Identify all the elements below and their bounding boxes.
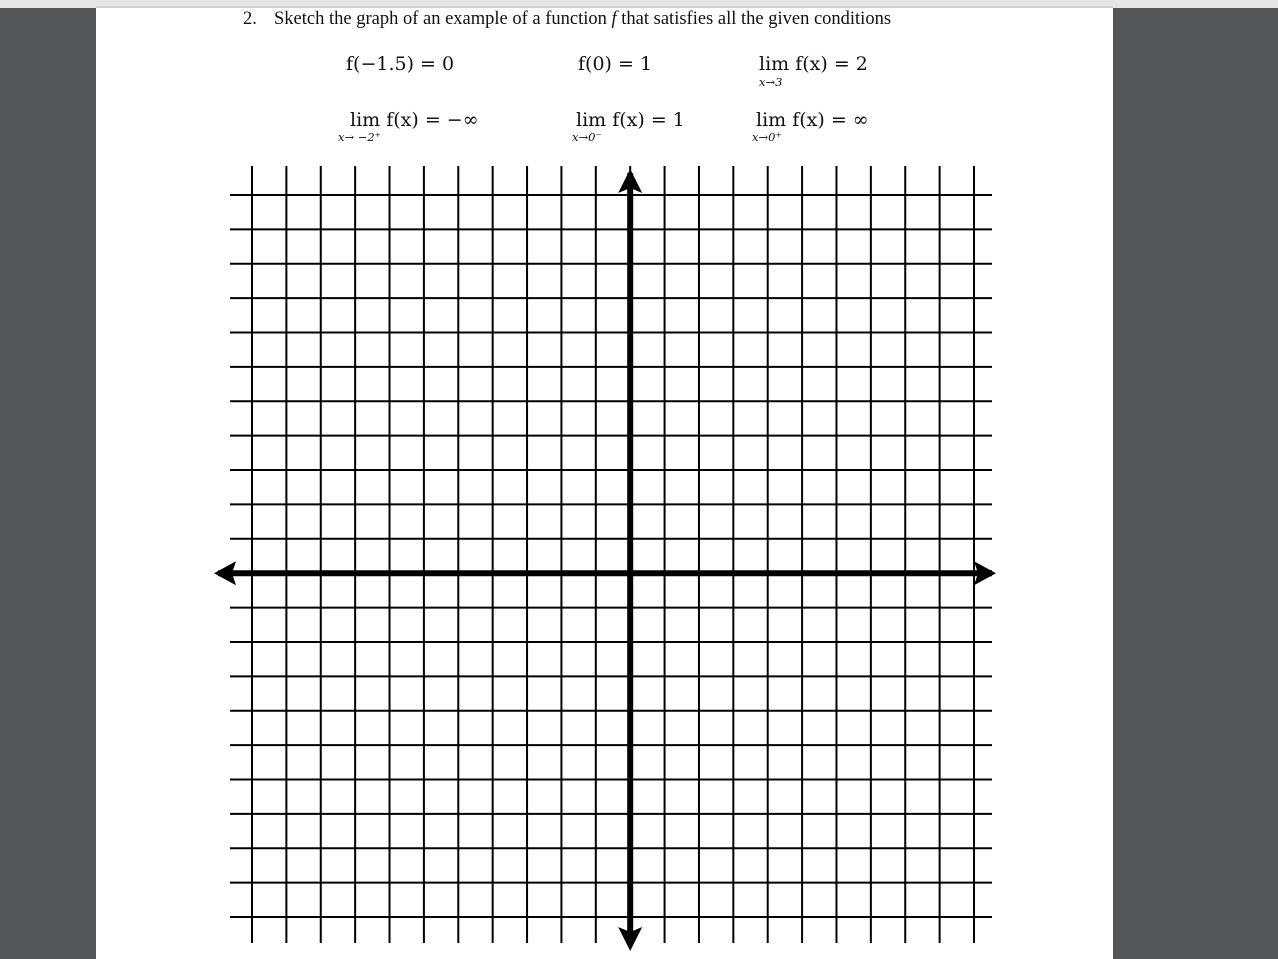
grid-lines: [230, 166, 992, 943]
problem-text-after: that satisfies all the given conditions: [616, 9, 892, 29]
condition-expression: lim f(x) = ∞: [756, 109, 869, 131]
condition-limit-x-to-neg2-plus: [338, 109, 479, 144]
condition-limit-x-to-0-minus: [572, 109, 685, 144]
viewer-top-edge: [0, 0, 1278, 8]
limit-subscript: x→0⁺: [752, 130, 782, 144]
limit-subscript: x→0⁻: [572, 130, 602, 144]
limit-subscript: x→ −2⁺: [338, 130, 381, 144]
condition-limit-x-to-3: [759, 53, 868, 89]
limit-subscript: x→3: [759, 75, 783, 89]
condition-expression: f(−1.5) = 0: [346, 53, 455, 75]
function-symbol: f: [611, 9, 617, 29]
document-page: [96, 8, 1113, 959]
condition-expression: f(0) = 1: [578, 53, 653, 75]
condition-f-0: [578, 53, 652, 75]
problem-number: 2.: [243, 9, 257, 29]
condition-limit-x-to-0-plus: [752, 109, 869, 144]
coordinate-grid: [212, 161, 998, 953]
problem-text-before: Sketch the graph of an example of a function: [274, 9, 612, 29]
condition-expression: lim f(x) = 2: [759, 53, 868, 75]
condition-f-neg-1-5: [346, 53, 454, 75]
condition-expression: lim f(x) = 1: [576, 109, 685, 131]
condition-expression: lim f(x) = −∞: [350, 109, 479, 131]
problem-statement: [243, 9, 891, 30]
axes: [214, 169, 996, 951]
